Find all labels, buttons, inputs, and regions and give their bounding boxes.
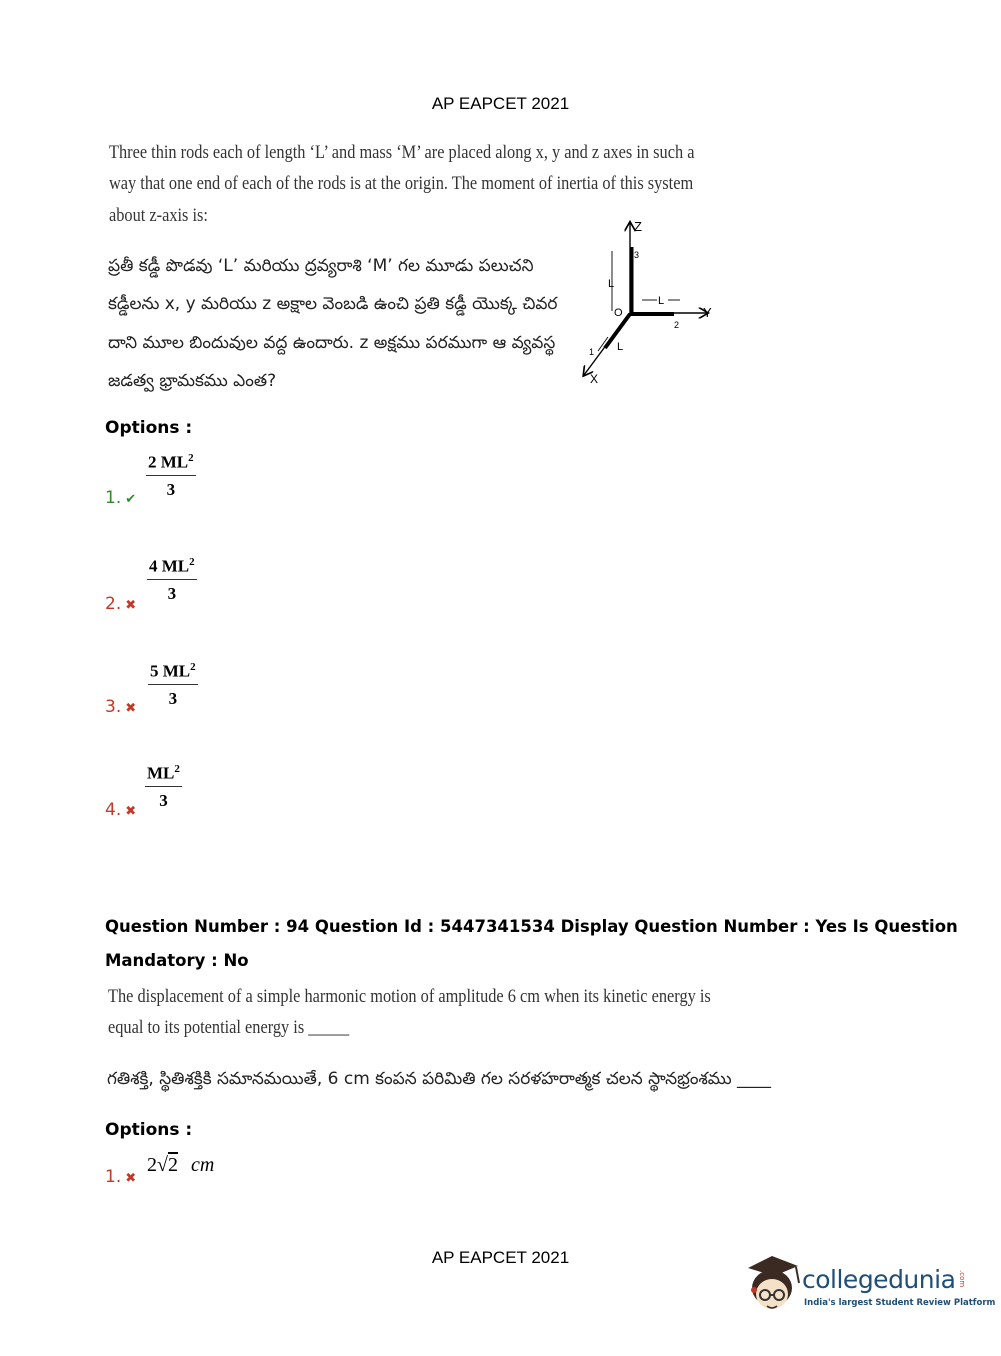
label-y: Y: [703, 305, 712, 320]
label-length-y: L: [658, 295, 665, 307]
page-header: AP EAPCET 2021: [431, 94, 570, 113]
q93-english-line-2: way that one end of each of the rods is at the origin. The moment of inertia of this system: [109, 173, 694, 194]
option-number: 1.: [105, 488, 122, 508]
q94-option-1-value: 2√2 cm: [147, 1154, 215, 1176]
option-number: 4.: [105, 800, 122, 820]
q93-telugu-line-1: ప్రతీ కడ్డీ పొడవు ‘L’ మరియు ద్రవ్యరాశి ‘M’ గల మూడు పలుచని: [108, 256, 534, 276]
label-rod-1: 1: [589, 347, 595, 357]
q93-option-2-fraction: $\frac{4 ML^2}{3}$: [149, 556, 195, 603]
label-length-z: L: [608, 278, 615, 290]
axes-diagram: [572, 215, 722, 390]
logo-wordmark: collegedunia: [802, 1265, 956, 1294]
page-footer: AP EAPCET 2021: [431, 1248, 570, 1267]
q93-option-1[interactable]: [105, 488, 136, 508]
wrong-cross-icon: ✖: [125, 701, 137, 716]
q94-options-label: Options :: [105, 1120, 193, 1140]
label-x: X: [590, 372, 599, 386]
logo-tagline: India's largest Student Review Platform: [804, 1298, 996, 1308]
label-rod-2: 2: [674, 320, 680, 330]
label-z: Z: [634, 219, 642, 234]
q93-option-3[interactable]: [105, 697, 136, 717]
correct-check-icon: ✔: [125, 492, 137, 507]
q93-telugu-line-4: జడత్వ భ్రామకము ఎంత?: [108, 371, 277, 391]
q93-telugu-line-3: దాని మూల బిందువుల వద్ద ఉందారు. z అక్షము పరముగా ఆ వ్యవస్థ: [108, 333, 556, 353]
q93-options-label: Options :: [105, 418, 193, 438]
label-length-x: L: [617, 341, 624, 353]
q93-option-4[interactable]: [105, 800, 136, 820]
q93-english-line-3: about z-axis is:: [109, 205, 208, 226]
sqrt-symbol: √: [157, 1154, 168, 1176]
q94-meta-line-1: Question Number : 94 Question Id : 5447341534 Display Question Number : Yes Is Question: [105, 917, 958, 936]
logo-suffix: .com: [958, 1270, 966, 1288]
collegedunia-logo[interactable]: [742, 1250, 996, 1320]
wrong-cross-icon: ✖: [125, 1171, 137, 1186]
option-number: 2.: [105, 594, 122, 614]
option-number: 3.: [105, 697, 122, 717]
wrong-cross-icon: ✖: [125, 804, 137, 819]
q94-option-1[interactable]: [105, 1167, 136, 1187]
mascot-icon: [742, 1250, 802, 1316]
q93-option-1-fraction: $\frac{2 ML^2}{3}$: [148, 452, 194, 499]
q94-english-line-1: The displacement of a simple harmonic motion of amplitude 6 cm when its kinetic energy is: [108, 986, 711, 1007]
wrong-cross-icon: ✖: [125, 598, 137, 613]
q93-telugu-line-2: కడ్డీలను x, y మరియు z అక్షాల వెంబడి ఉంచి ప్రతి కడ్డీ యొక్క చివర: [108, 294, 558, 314]
q93-option-3-fraction: $\frac{5 ML^2}{3}$: [150, 661, 196, 708]
q94-meta-line-2: Mandatory : No: [105, 951, 249, 970]
option-number: 1.: [105, 1167, 122, 1187]
label-origin: O: [614, 307, 623, 319]
q93-english-line-1: Three thin rods each of length ‘L’ and mass ‘M’ are placed along x, y and z axes in such a: [109, 142, 695, 163]
q94-telugu-line: గతిశక్తి, స్థితిశక్తికి సమానమయితే, 6 cm కంపన పరిమితి గల సరళహరాత్మక చలన స్థానభ్రంశము ____: [107, 1069, 772, 1089]
q93-option-2[interactable]: [105, 594, 136, 614]
q94-english-line-2: equal to its potential energy is _____: [108, 1017, 350, 1038]
q93-option-4-fraction: $\frac{ML^2}{3}$: [147, 763, 180, 810]
label-rod-3: 3: [634, 250, 640, 260]
